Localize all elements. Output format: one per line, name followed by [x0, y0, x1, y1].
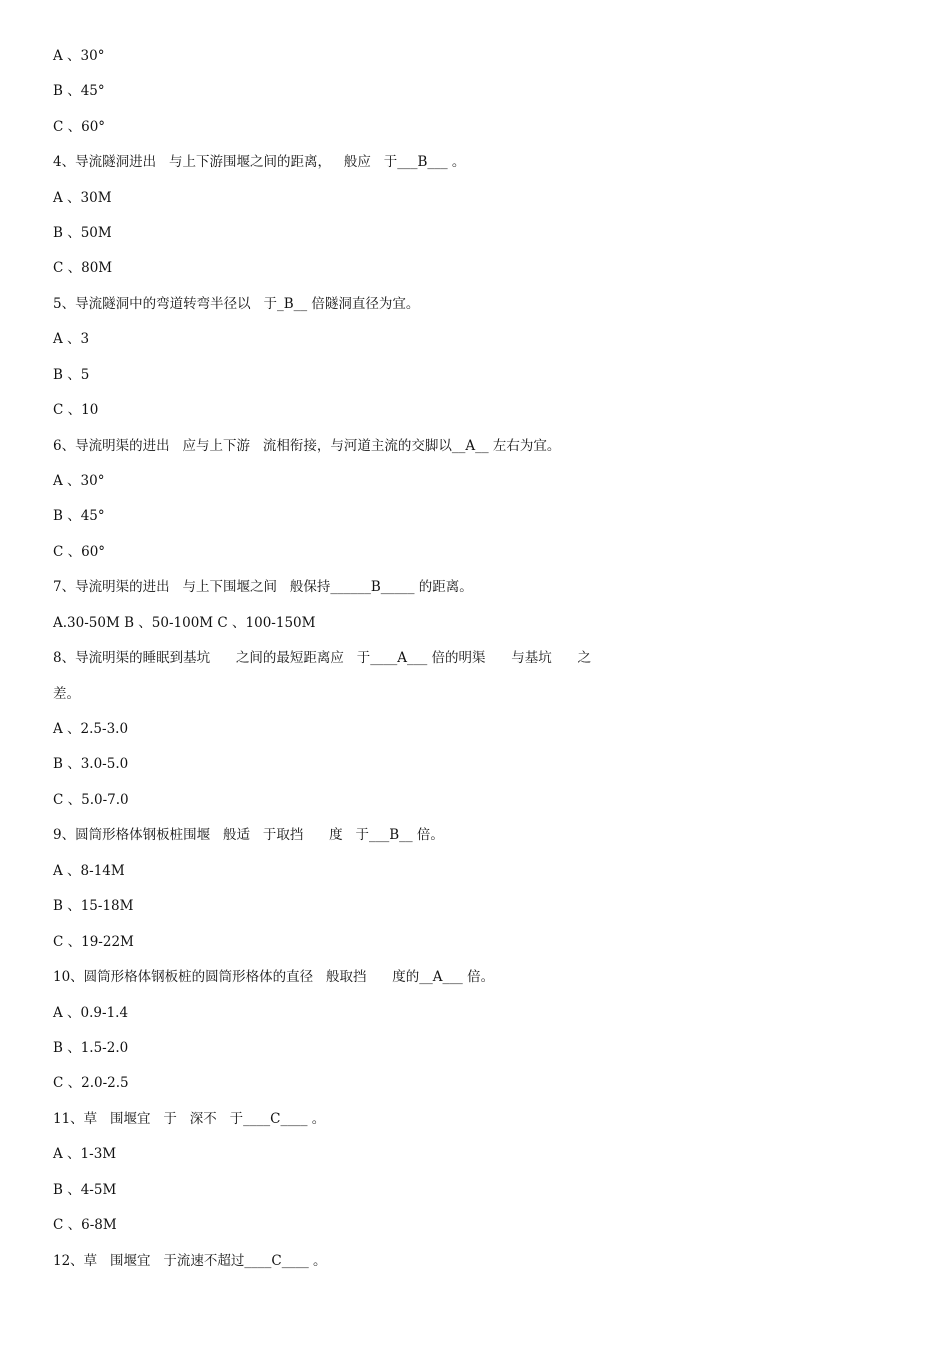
option-a: A 、30°	[53, 48, 105, 64]
option-a: A 、30M	[53, 190, 112, 206]
option-c: C 、6-8M	[53, 1217, 117, 1233]
option-b: B 、5	[53, 367, 90, 383]
option-b: B 、45°	[53, 83, 105, 99]
option-b: B 、4-5M	[53, 1182, 117, 1198]
question-10: 10、圆筒形格体钢板桩的圆筒形格体的直径 般取挡 度的__A___ 倍。	[53, 969, 495, 985]
option-b: B 、15-18M	[53, 898, 134, 914]
option-c: C 、2.0-2.5	[53, 1075, 129, 1091]
option-b: B 、3.0-5.0	[53, 756, 129, 772]
option-b: B 、45°	[53, 508, 105, 524]
question-6: 6、导流明渠的进出 应与上下游 流相衔接，与河道主流的交脚以__A__ 左右为宜。	[53, 438, 561, 454]
option-c: C 、19-22M	[53, 934, 134, 950]
option-c: C 、60°	[53, 544, 106, 560]
option-b: B 、1.5-2.0	[53, 1040, 129, 1056]
option-a: A 、30°	[53, 473, 105, 489]
option-a: A 、2.5-3.0	[53, 721, 129, 737]
options-inline: A.30-50M B 、50-100M C 、100-150M	[53, 615, 316, 631]
option-a: A 、3	[53, 331, 90, 347]
option-a: A 、8-14M	[53, 863, 125, 879]
question-12: 12、草 围堰宜 于流速不超过____C____ 。	[53, 1253, 327, 1269]
question-7: 7、导流明渠的进出 与上下围堰之间 般保持______B_____ 的距离。	[53, 579, 473, 595]
question-8: 8、导流明渠的睡眠到基坑 之间的最短距离应 于____A___ 倍的明渠 与基坑 之	[53, 650, 591, 666]
option-c: C 、5.0-7.0	[53, 792, 129, 808]
option-c: C 、80M	[53, 260, 113, 276]
question-5: 5、导流隧洞中的弯道转弯半径以 于_B__ 倍隧洞直径为宜。	[53, 296, 420, 312]
option-a: A 、0.9-1.4	[53, 1005, 129, 1021]
option-b: B 、50M	[53, 225, 112, 241]
question-11: 11、草 围堰宜 于 深不 于____C____ 。	[53, 1111, 326, 1127]
question-4: 4、导流隧洞进出 与上下游围堰之间的距离， 般应 于___B___ 。	[53, 154, 466, 170]
option-c: C 、10	[53, 402, 99, 418]
question-9: 9、圆筒形格体钢板桩围堰 般适 于取挡 度 于___B__ 倍。	[53, 827, 444, 843]
option-a: A 、1-3M	[53, 1146, 117, 1162]
option-c: C 、60°	[53, 119, 106, 135]
question-8-continued: 差。	[53, 686, 80, 702]
